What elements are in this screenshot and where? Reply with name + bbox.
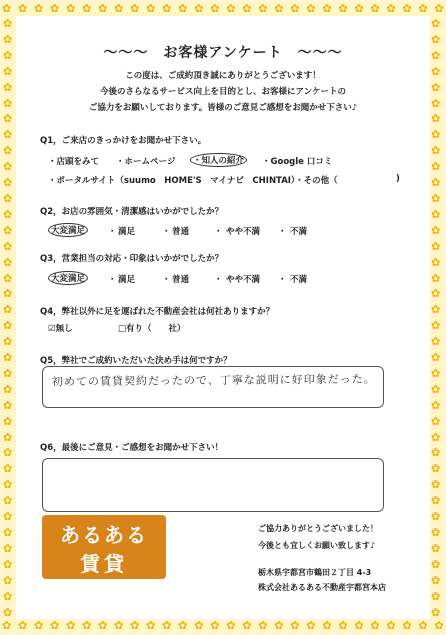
logo-line2: 賃貸 (80, 552, 128, 576)
q1-question: Q1，ご来店のきっかけをお聞かせ下さい。 (40, 136, 207, 146)
q3-sep: ・ (108, 275, 117, 285)
q3-option-very-satisfied-selected[interactable]: 大変満足 (48, 271, 88, 285)
q2-option-satisfied[interactable]: 満足 (118, 227, 136, 237)
q4-question: Q4，弊社以外に足を運ばれた不動産会社は何社ありますか？ (40, 307, 275, 317)
q1-option-storefront[interactable]: ・店頭をみて (48, 157, 100, 167)
q3-option-dissatisfied[interactable]: 不満 (290, 275, 308, 285)
q2-sep: ・ (162, 227, 171, 237)
q3-question: Q3，営業担当の対応・印象はいかがでしたか？ (40, 254, 224, 264)
page-title: 〜〜〜 お客様アンケート 〜〜〜 (103, 45, 343, 61)
q3-sep: ・ (162, 275, 171, 285)
flower-border-right: ✿ ✿ ✿ ✿ ✿ ✿ ✿ ✿ ✿ ✿ ✿ ✿ ✿ ✿ ✿ ✿ ✿ ✿ ✿ ✿ ✿ ✿ ✿ ✿ ✿ ✿ ✿ ✿ ✿ ✿ ✿ ✿ ✿ ✿ ✿ ✿ ✿ ✿ (431, 17, 441, 619)
flower-border-bottom: ✿ ✿ ✿ ✿ ✿ ✿ ✿ ✿ ✿ ✿ ✿ ✿ ✿ ✿ ✿ ✿ ✿ ✿ ✿ ✿ ✿ ✿ ✿ ✿ ✿ ✿ ✿ ✿ (2, 619, 444, 632)
q2-option-dissatisfied[interactable]: 不満 (290, 227, 308, 237)
company-logo (42, 515, 166, 579)
intro-line: ご協力をお願いしております。皆様のご意見ご感想をお聞かせ下さい♪ (88, 103, 358, 113)
q2-sep: ・ (278, 227, 287, 237)
q6-question: Q6，最後にご意見・ご感想をお聞かせ下さい！ (40, 443, 224, 453)
q1-option-google[interactable]: ・Google 口コミ (262, 157, 333, 167)
intro-line: この度は、ご成約頂き誠にありがとうございます！ (125, 71, 321, 81)
q1-option-referral-selected[interactable]: ・知人の紹介 (190, 153, 247, 167)
q6-answer-box[interactable] (42, 458, 384, 512)
intro-text (0, 68, 446, 116)
q3-option-satisfied[interactable]: 満足 (118, 275, 136, 285)
q5-handwritten-answer: 初めての賃貸契約だったので、丁寧な説明に好印象だった。 (51, 372, 376, 389)
q1-other-close: ) (396, 174, 400, 184)
company-address: 栃木県宇都宮市鶴田２丁目 4-3 (258, 568, 372, 577)
q1-option-portal-other[interactable]: ・ポータルサイト（suumo HOME'S マイナビ CHINTAI）・その他（ (48, 176, 338, 186)
q2-question: Q2，お店の雰囲気・清潔感はいかがでしたか？ (40, 207, 224, 217)
q2-option-very-satisfied-selected[interactable]: 大変満足 (48, 223, 88, 237)
q4-option-none-checked[interactable]: ☑無し (48, 324, 73, 334)
q2-option-normal[interactable]: 普通 (172, 227, 190, 237)
company-name: 株式会社あるある不動産宇都宮本店 (258, 583, 386, 592)
q3-sep: ・ (278, 275, 287, 285)
q3-option-slightly-dissatisfied[interactable]: やや不満 (226, 275, 261, 285)
flower-border-left: ✿ ✿ ✿ ✿ ✿ ✿ ✿ ✿ ✿ ✿ ✿ ✿ ✿ ✿ ✿ ✿ ✿ ✿ ✿ ✿ ✿ ✿ ✿ ✿ ✿ ✿ ✿ ✿ ✿ ✿ ✿ ✿ ✿ ✿ ✿ ✿ ✿ ✿ (3, 17, 13, 619)
logo-line1: あるある (60, 523, 148, 547)
thanks-line1: ご協力ありがとうございました！ (258, 524, 378, 533)
q3-sep: ・ (214, 275, 223, 285)
q1-option-homepage[interactable]: ・ホームページ (116, 157, 176, 167)
thanks-line2: 今後とも宜しくお願い致します♪ (258, 541, 376, 550)
q2-sep: ・ (214, 227, 223, 237)
q3-option-normal[interactable]: 普通 (172, 275, 190, 285)
q2-sep: ・ (108, 227, 117, 237)
q5-question: Q5，弊社でご成約いただいた決め手は何ですか？ (40, 356, 232, 366)
flower-border-top: ✿ ✿ ✿ ✿ ✿ ✿ ✿ ✿ ✿ ✿ ✿ ✿ ✿ ✿ ✿ ✿ ✿ ✿ ✿ ✿ ✿ ✿ ✿ ✿ ✿ ✿ ✿ ✿ (2, 2, 444, 15)
q4-option-some[interactable]: □有り（ 社） (118, 324, 186, 334)
intro-line: 今後のさらなるサービス向上を目的とし、お客様にアンケートの (100, 87, 346, 97)
q2-option-slightly-dissatisfied[interactable]: やや不満 (226, 227, 261, 237)
